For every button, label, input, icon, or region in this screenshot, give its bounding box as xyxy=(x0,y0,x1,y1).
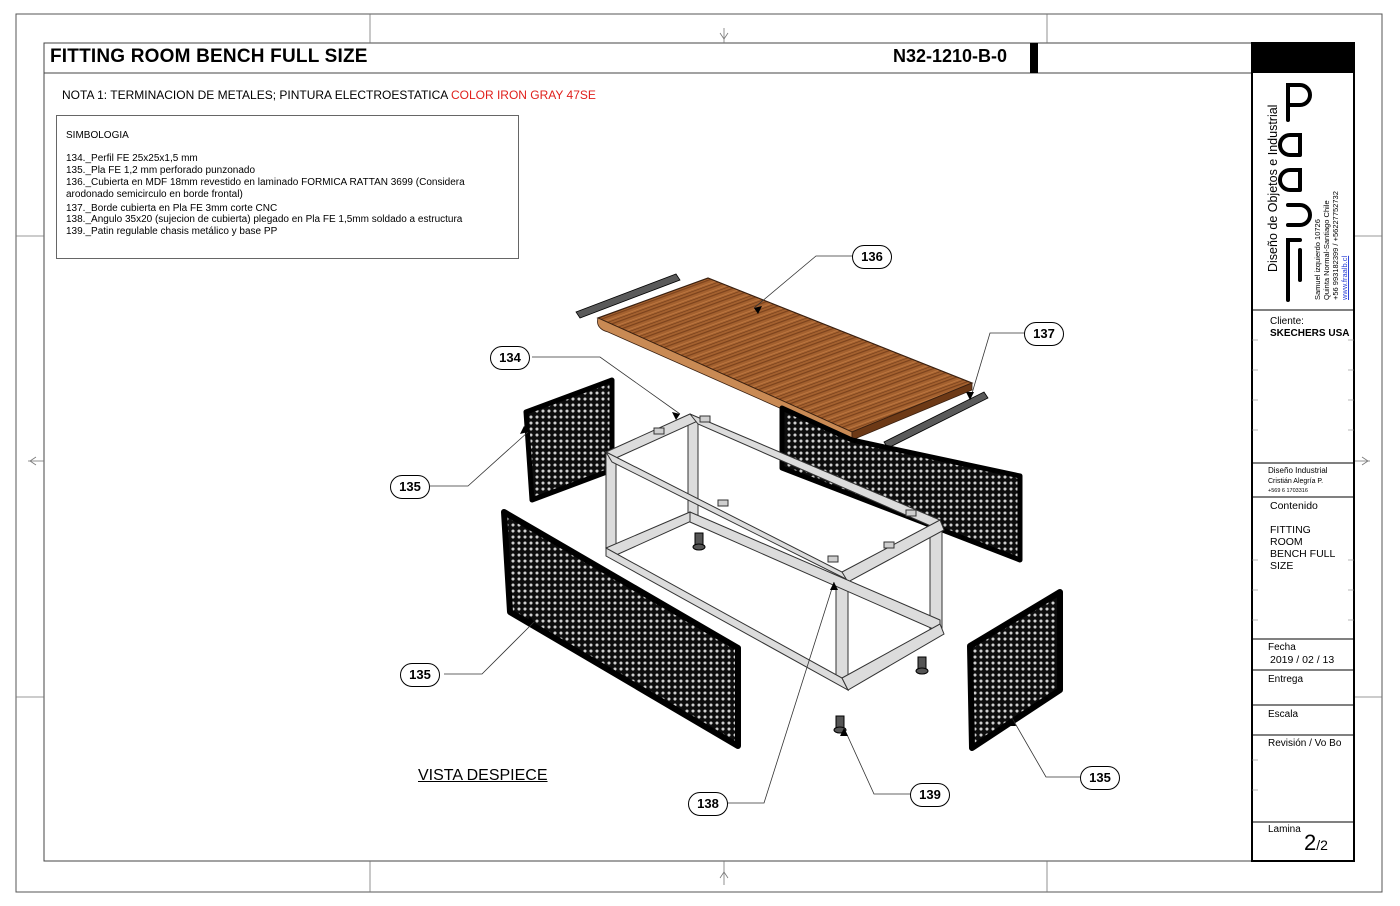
logo xyxy=(1280,85,1310,300)
revision-label: Revisión / Vo Bo xyxy=(1268,738,1342,749)
legend-item: 137._Borde cubierta en Pla FE 3mm corte CNC xyxy=(66,203,278,214)
company-line: Diseño de Objetos e Industrial xyxy=(1266,104,1280,272)
client-label: Cliente: xyxy=(1270,316,1304,327)
note-color: COLOR IRON GRAY 47SE xyxy=(450,88,596,102)
sheet-num: 2 xyxy=(1304,830,1317,855)
scale-label: Escala xyxy=(1268,709,1299,720)
legend-item: 139._Patin regulable chasis metálico y base PP xyxy=(66,226,278,237)
callout-137: 137 xyxy=(1024,322,1064,346)
designer-phone: +569 6 1703316 xyxy=(1268,488,1308,494)
note-text: NOTA 1: TERMINACION DE METALES; PINTURA ELECTROESTATICA xyxy=(62,88,451,102)
callout-135: 135 xyxy=(390,475,430,499)
note-1 xyxy=(62,88,596,102)
callout-138: 138 xyxy=(688,792,728,816)
website-link[interactable]: www.fraalb.cl xyxy=(1340,255,1349,300)
legend-item: 134._Perfil FE 25x25x1,5 mm xyxy=(66,153,198,164)
company-address xyxy=(1313,191,1349,300)
client-value: SKECHERS USA xyxy=(1270,328,1350,339)
sheet-total: /2 xyxy=(1316,837,1328,853)
date-label: Fecha xyxy=(1268,642,1296,653)
sheet-label: Lamina xyxy=(1268,824,1301,835)
design-label: Diseño Industrial xyxy=(1268,466,1328,475)
address-line: Samuel izquierdo 10726 xyxy=(1313,219,1322,300)
content-value: FITTING ROOM BENCH FULL SIZE xyxy=(1270,524,1335,572)
phone-line: +56 993182399 / +56227752732 xyxy=(1331,191,1340,300)
callout-135: 135 xyxy=(400,663,440,687)
designer-name: Cristián Alegría P. xyxy=(1268,478,1324,485)
callout-136: 136 xyxy=(852,245,892,269)
delivery-label: Entrega xyxy=(1268,674,1304,685)
legend-item: 136._Cubierta en MDF 18mm revestido en laminado FORMICA RATTAN 3699 (Considera arodonado semicirculo en borde frontal) xyxy=(66,177,465,200)
city-line: Quinta Normal-Santiago Chile xyxy=(1322,200,1331,300)
legend-item: 135._Pla FE 1,2 mm perforado punzonado xyxy=(66,165,256,176)
callout-134: 134 xyxy=(490,346,530,370)
legend-title: SIMBOLOGIA xyxy=(66,130,129,141)
drawing-code: N32-1210-B-0 xyxy=(893,46,1008,66)
legend-item: 138._Angulo 35x20 (sujecion de cubierta) plegado en Pla FE 1,5mm soldado a estructura xyxy=(66,214,463,225)
sheet-number xyxy=(1304,830,1328,856)
content-label: Contenido xyxy=(1270,500,1318,512)
date-value: 2019 / 02 / 13 xyxy=(1270,654,1335,666)
drawing-title: FITTING ROOM BENCH FULL SIZE xyxy=(50,46,368,67)
callout-135: 135 xyxy=(1080,766,1120,790)
callout-139: 139 xyxy=(910,783,950,807)
view-label: VISTA DESPIECE xyxy=(418,767,548,784)
